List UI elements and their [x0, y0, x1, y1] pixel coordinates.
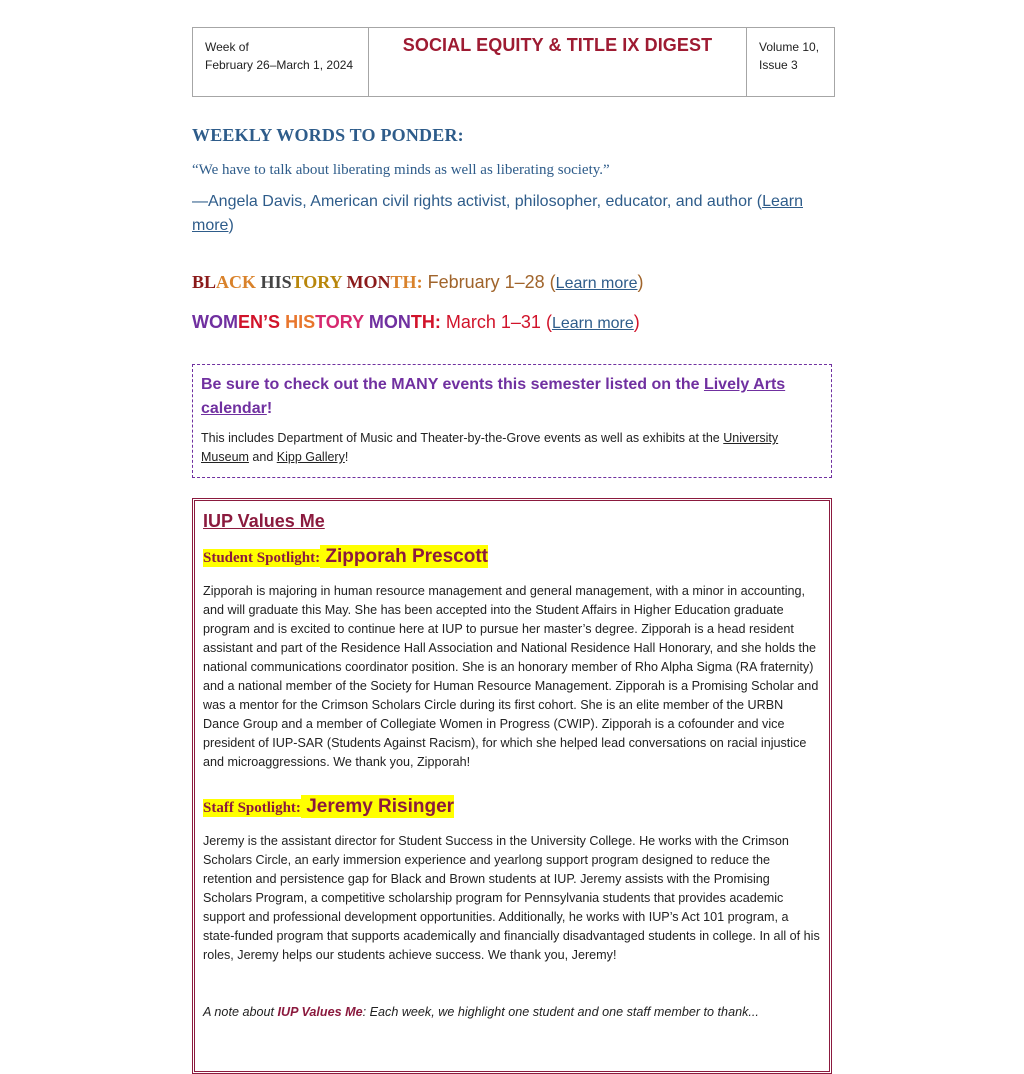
title-letter: T: [291, 272, 304, 292]
student-spotlight-label: Student Spotlight:: [203, 550, 321, 566]
title-letter: K: [242, 272, 257, 292]
title-letter: M: [346, 272, 364, 292]
title-letter: S: [303, 312, 316, 332]
black-history-learn-more-link[interactable]: Learn more: [555, 275, 638, 292]
events-callout-box: [192, 364, 832, 478]
title-letter: N: [377, 272, 391, 292]
title-letter: C: [229, 272, 243, 292]
week-cell: [193, 28, 369, 97]
title-letter: H: [260, 272, 275, 292]
issue-label: Issue 3: [759, 58, 798, 72]
events-body: This includes Department of Music and Theater-by-the-Grove events as well as exhibits at the University Museum and Kipp Gallery!: [201, 431, 779, 464]
university-museum-link[interactable]: University Museum: [201, 431, 779, 464]
title-letter: N: [250, 312, 264, 332]
lively-arts-calendar-link[interactable]: Lively Arts calendar: [201, 376, 786, 417]
womens-history-month-line: WOMEN’S HISTORY MONTH: March 1–31 (Learn more): [192, 312, 640, 332]
title-letter: S: [268, 312, 281, 332]
black-history-month-line: BLACK HISTORY MONTH: February 1–28 (Learn more): [192, 272, 644, 292]
title-letter: N: [397, 312, 411, 332]
student-spotlight-text: Zipporah is majoring in human resource management and general management, with a minor in accounting, and will graduate this May. She has been accepted into the Student Affairs in Higher Education graduate program and is excited to continue here at IUP to pursue her master’s degree. Zipporah is a head resident assistant and part of the Residence Hall Association and National Residence Hall Honorary, and she holds the national communications coordinator position. She is an honorary member of Rho Alpha Sigma (RA fraternity) and a national member of the Society for Human Resource Management. Zipporah is a Promising Scholar and was a mentor for the Crimson Scholars Circle during its first cohort. She is an elite member of the URBN Dance Group and a member of Collegiate Women in Progress (CWIP). Zipporah is a cofounder and vice president of IUP-SAR (Students Against Racism), for which she helped lead conversations on racial injustice and microaggressions. We thank you, Zipporah!: [203, 584, 819, 769]
title-letter: H: [285, 312, 299, 332]
title-letter: W: [192, 312, 209, 332]
title-cell: [369, 28, 747, 97]
title-letter: T: [315, 312, 326, 332]
student-spotlight-heading: [203, 546, 821, 570]
attribution-close: ): [228, 217, 234, 234]
volume-label: Volume 10,: [759, 40, 820, 54]
womens-history-month-title: [192, 312, 441, 332]
attribution-text: —Angela Davis, American civil rights activist, philosopher, educator, and author (: [192, 193, 763, 210]
newsletter-page: [192, 27, 832, 1074]
week-dates: February 26–March 1, 2024: [205, 58, 354, 72]
title-letter: :: [434, 312, 441, 332]
volume-cell: [747, 28, 835, 97]
staff-spotlight-text: Jeremy is the assistant director for Student Success in the University College. He works with the Crimson Scholars Circle, an early immersion experience and yearlong support program designed to reduce the retention and persistence gap for Black and Brown students at IUP. Jeremy assists with the Promising Scholars Program, a competitive scholarship program for Pennsylvania students that provides academic support and professional development opportunities. Additionally, he works with IUP’s Act 101 program, a state-funded program that supports academically and financially disadvantaged students in college. In all of his roles, Jeremy helps our students achieve success. We thank you, Jeremy!: [203, 834, 820, 962]
title-letter: B: [192, 272, 205, 292]
iup-values-me-box: [192, 498, 832, 1074]
staff-spotlight-heading: [203, 796, 821, 820]
ponder-heading: WEEKLY WORDS TO PONDER:: [192, 125, 464, 145]
kipp-gallery-link[interactable]: Kipp Gallery: [276, 450, 345, 464]
ponder-learn-more-link[interactable]: Learn more: [192, 193, 803, 234]
title-letter: A: [216, 272, 230, 292]
ponder-quote: “We have to talk about liberating minds as well as liberating society.”: [192, 162, 610, 178]
events-headline: Be sure to check out the MANY events this semester listed on the Lively Arts calendar!: [201, 376, 786, 417]
week-label: Week of: [205, 40, 249, 54]
black-history-month-title: [192, 272, 423, 292]
black-history-dates: February 1–28: [427, 272, 545, 292]
title-letter: E: [238, 312, 251, 332]
title-letter: I: [298, 312, 304, 332]
masthead-table: [192, 27, 835, 97]
title-letter: I: [274, 272, 282, 292]
values-note: A note about IUP Values Me: Each week, we highlight one student and one staff member to thank...: [203, 1005, 759, 1019]
womens-history-learn-more-link[interactable]: Learn more: [551, 315, 634, 332]
title-letter: H: [402, 272, 417, 292]
title-letter: :: [416, 272, 423, 292]
values-heading: IUP Values Me: [203, 511, 325, 531]
title-letter: O: [363, 272, 378, 292]
womens-history-dates: March 1–31: [445, 312, 541, 332]
title-letter: Y: [329, 272, 343, 292]
title-letter: ’: [263, 312, 269, 332]
title-letter: M: [368, 312, 384, 332]
title-letter: O: [209, 312, 224, 332]
title-letter: L: [204, 272, 217, 292]
title-letter: T: [390, 272, 403, 292]
title-letter: O: [383, 312, 398, 332]
title-letter: O: [325, 312, 340, 332]
title-letter: O: [303, 272, 318, 292]
staff-spotlight-name: Jeremy Risinger: [301, 795, 454, 818]
title-letter: S: [281, 272, 292, 292]
title-letter: R: [317, 272, 330, 292]
title-letter: H: [421, 312, 435, 332]
title-letter: M: [223, 312, 239, 332]
title-letter: R: [339, 312, 353, 332]
title-letter: T: [410, 312, 422, 332]
title-letter: Y: [352, 312, 364, 332]
ponder-attribution: [192, 190, 832, 238]
staff-spotlight-label: Staff Spotlight:: [203, 800, 301, 816]
digest-title: SOCIAL EQUITY & TITLE IX DIGEST: [402, 35, 713, 55]
student-spotlight-name: Zipporah Prescott: [320, 545, 488, 568]
